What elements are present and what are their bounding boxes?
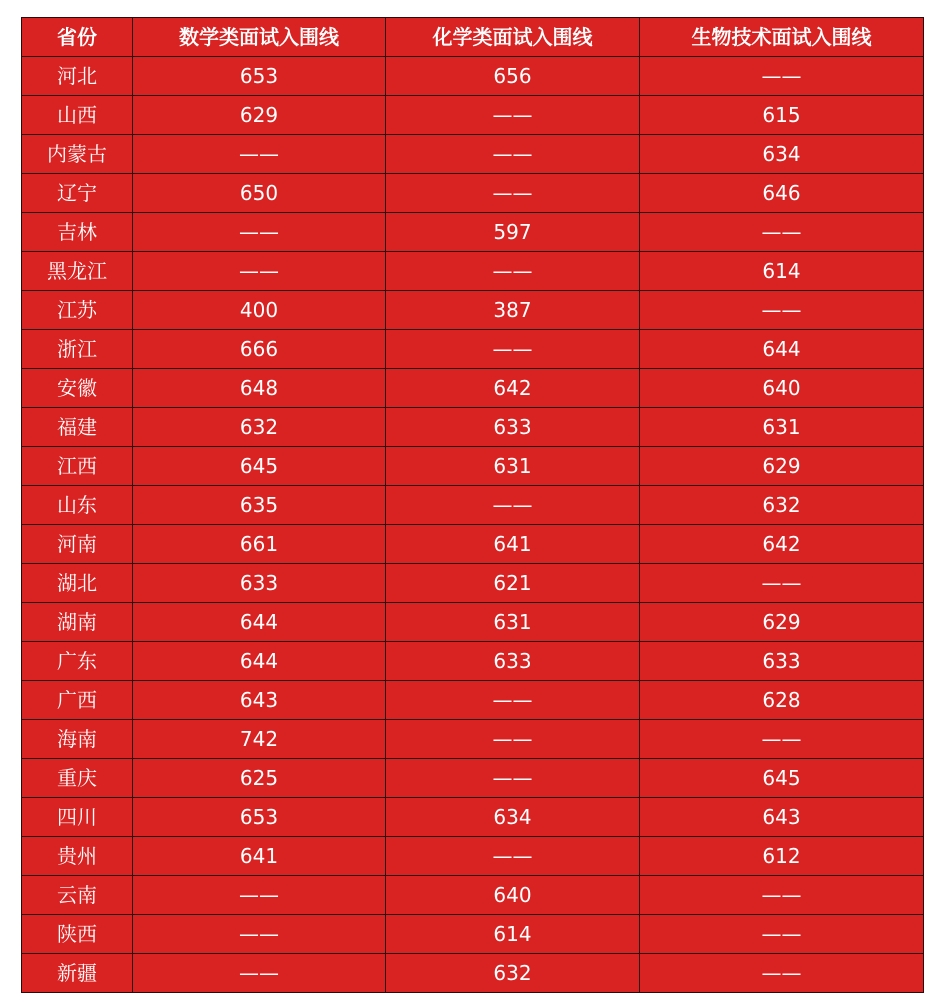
math-score-cell: 632 <box>133 408 386 447</box>
math-score-cell: —— <box>133 876 386 915</box>
table-row <box>22 837 924 876</box>
table-row <box>22 213 924 252</box>
table-row <box>22 525 924 564</box>
table-row <box>22 720 924 759</box>
table-row <box>22 798 924 837</box>
biotech-score-cell: —— <box>640 915 924 954</box>
biotech-score-cell: 629 <box>640 447 924 486</box>
biotech-score-cell: 643 <box>640 798 924 837</box>
table-header-row <box>22 18 924 57</box>
math-score-cell: 644 <box>133 642 386 681</box>
biotech-score-cell: —— <box>640 954 924 993</box>
province-cell: 吉林 <box>22 213 133 252</box>
biotech-score-cell: 628 <box>640 681 924 720</box>
province-cell: 辽宁 <box>22 174 133 213</box>
table-row <box>22 954 924 993</box>
chemistry-score-cell: —— <box>386 252 640 291</box>
table-row <box>22 681 924 720</box>
chemistry-score-cell: 621 <box>386 564 640 603</box>
biotech-score-cell: —— <box>640 876 924 915</box>
table-row <box>22 57 924 96</box>
province-cell: 广东 <box>22 642 133 681</box>
math-score-cell: —— <box>133 252 386 291</box>
biotech-score-cell: 615 <box>640 96 924 135</box>
province-cell: 江西 <box>22 447 133 486</box>
province-cell: 山西 <box>22 96 133 135</box>
province-cell: 河南 <box>22 525 133 564</box>
chemistry-score-cell: —— <box>386 96 640 135</box>
chemistry-score-cell: 632 <box>386 954 640 993</box>
table-row <box>22 876 924 915</box>
chemistry-score-cell: 631 <box>386 603 640 642</box>
province-cell: 浙江 <box>22 330 133 369</box>
province-cell: 云南 <box>22 876 133 915</box>
table-row <box>22 642 924 681</box>
biotech-score-cell: 633 <box>640 642 924 681</box>
biotech-score-cell: 629 <box>640 603 924 642</box>
chemistry-score-cell: 597 <box>386 213 640 252</box>
math-score-cell: 641 <box>133 837 386 876</box>
math-score-cell: —— <box>133 135 386 174</box>
biotech-score-cell: 644 <box>640 330 924 369</box>
biotech-score-cell: 612 <box>640 837 924 876</box>
table-row <box>22 174 924 213</box>
table-row <box>22 915 924 954</box>
header-province: 省份 <box>22 18 133 57</box>
table-row <box>22 759 924 798</box>
province-cell: 新疆 <box>22 954 133 993</box>
math-score-cell: 644 <box>133 603 386 642</box>
table-row <box>22 96 924 135</box>
math-score-cell: —— <box>133 915 386 954</box>
table-row <box>22 330 924 369</box>
math-score-cell: 661 <box>133 525 386 564</box>
province-cell: 陕西 <box>22 915 133 954</box>
chemistry-score-cell: 387 <box>386 291 640 330</box>
province-cell: 湖南 <box>22 603 133 642</box>
biotech-score-cell: —— <box>640 720 924 759</box>
biotech-score-cell: 631 <box>640 408 924 447</box>
chemistry-score-cell: 642 <box>386 369 640 408</box>
province-cell: 福建 <box>22 408 133 447</box>
header-biotech-cutoff: 生物技术面试入围线 <box>640 18 924 57</box>
chemistry-score-cell: —— <box>386 330 640 369</box>
math-score-cell: 633 <box>133 564 386 603</box>
chemistry-score-cell: —— <box>386 486 640 525</box>
biotech-score-cell: 646 <box>640 174 924 213</box>
chemistry-score-cell: 640 <box>386 876 640 915</box>
biotech-score-cell: 642 <box>640 525 924 564</box>
province-cell: 贵州 <box>22 837 133 876</box>
province-cell: 内蒙古 <box>22 135 133 174</box>
biotech-score-cell: 645 <box>640 759 924 798</box>
math-score-cell: 643 <box>133 681 386 720</box>
math-score-cell: 742 <box>133 720 386 759</box>
biotech-score-cell: 614 <box>640 252 924 291</box>
header-math-cutoff: 数学类面试入围线 <box>133 18 386 57</box>
math-score-cell: 635 <box>133 486 386 525</box>
admission-score-table <box>21 17 924 993</box>
province-cell: 湖北 <box>22 564 133 603</box>
biotech-score-cell: —— <box>640 291 924 330</box>
chemistry-score-cell: 631 <box>386 447 640 486</box>
province-cell: 四川 <box>22 798 133 837</box>
province-cell: 安徽 <box>22 369 133 408</box>
chemistry-score-cell: 633 <box>386 642 640 681</box>
chemistry-score-cell: —— <box>386 174 640 213</box>
math-score-cell: 653 <box>133 57 386 96</box>
biotech-score-cell: —— <box>640 564 924 603</box>
biotech-score-cell: 632 <box>640 486 924 525</box>
table-row <box>22 603 924 642</box>
math-score-cell: 625 <box>133 759 386 798</box>
chemistry-score-cell: —— <box>386 681 640 720</box>
chemistry-score-cell: 634 <box>386 798 640 837</box>
biotech-score-cell: —— <box>640 213 924 252</box>
table-row <box>22 135 924 174</box>
biotech-score-cell: —— <box>640 57 924 96</box>
math-score-cell: —— <box>133 954 386 993</box>
chemistry-score-cell: —— <box>386 720 640 759</box>
math-score-cell: 400 <box>133 291 386 330</box>
province-cell: 黑龙江 <box>22 252 133 291</box>
chemistry-score-cell: 656 <box>386 57 640 96</box>
table-row <box>22 564 924 603</box>
table-row <box>22 252 924 291</box>
province-cell: 江苏 <box>22 291 133 330</box>
chemistry-score-cell: —— <box>386 135 640 174</box>
table-row <box>22 291 924 330</box>
province-cell: 海南 <box>22 720 133 759</box>
province-cell: 山东 <box>22 486 133 525</box>
table-row <box>22 486 924 525</box>
province-cell: 重庆 <box>22 759 133 798</box>
math-score-cell: 648 <box>133 369 386 408</box>
chemistry-score-cell: —— <box>386 837 640 876</box>
chemistry-score-cell: —— <box>386 759 640 798</box>
biotech-score-cell: 634 <box>640 135 924 174</box>
province-cell: 广西 <box>22 681 133 720</box>
math-score-cell: —— <box>133 213 386 252</box>
table-row <box>22 447 924 486</box>
biotech-score-cell: 640 <box>640 369 924 408</box>
chemistry-score-cell: 641 <box>386 525 640 564</box>
math-score-cell: 650 <box>133 174 386 213</box>
header-chemistry-cutoff: 化学类面试入围线 <box>386 18 640 57</box>
math-score-cell: 645 <box>133 447 386 486</box>
table-row <box>22 369 924 408</box>
math-score-cell: 666 <box>133 330 386 369</box>
math-score-cell: 653 <box>133 798 386 837</box>
province-cell: 河北 <box>22 57 133 96</box>
chemistry-score-cell: 633 <box>386 408 640 447</box>
table-row <box>22 408 924 447</box>
chemistry-score-cell: 614 <box>386 915 640 954</box>
math-score-cell: 629 <box>133 96 386 135</box>
